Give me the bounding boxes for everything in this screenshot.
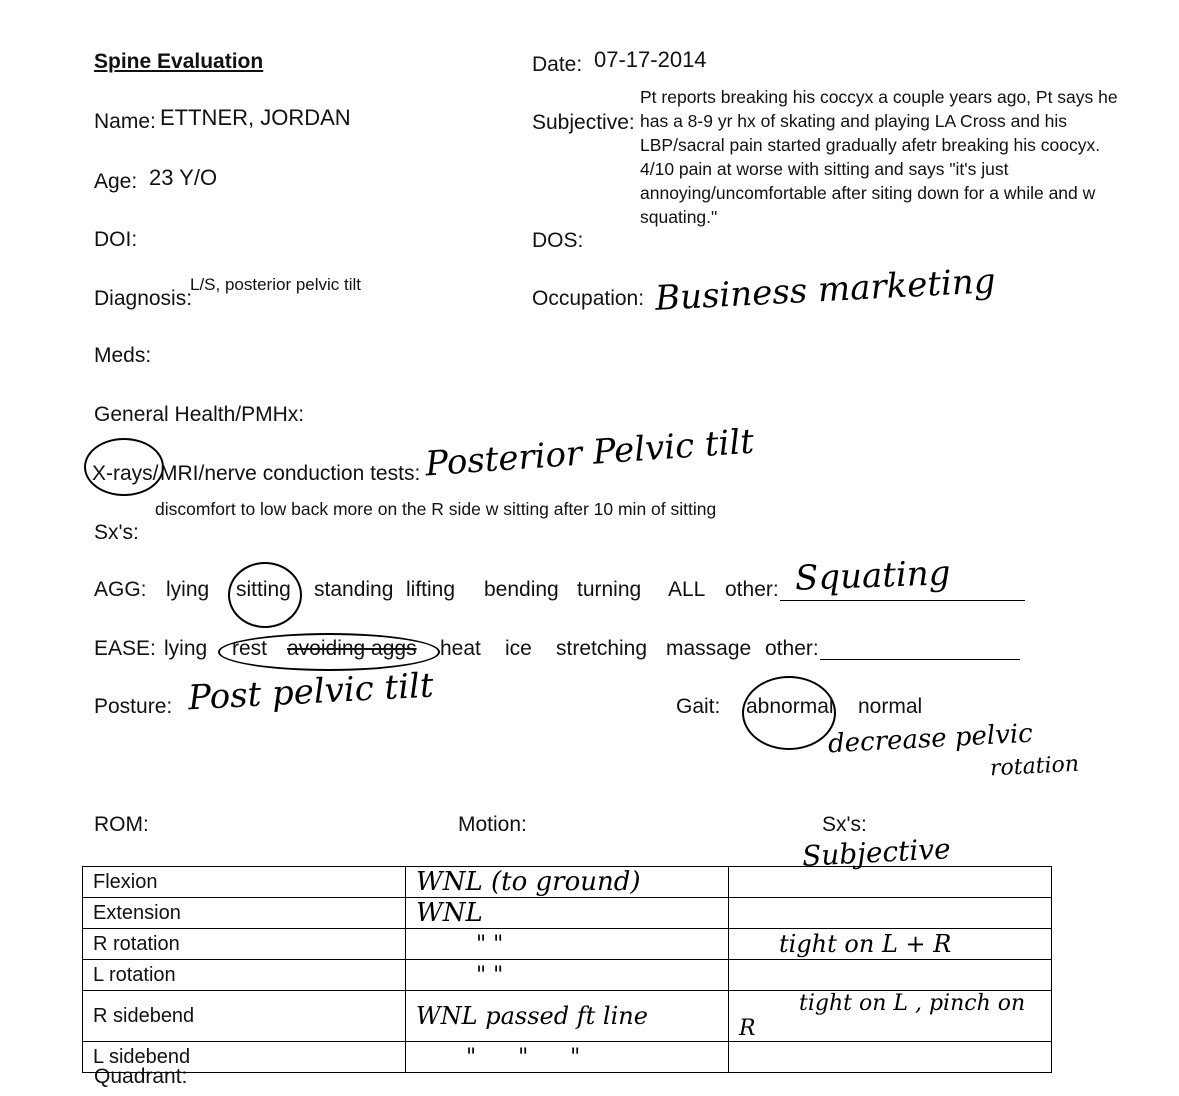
rom-motion-handwritten: " " xyxy=(476,962,504,988)
doi-label: DOI: xyxy=(94,228,138,251)
subjective-line: squating." xyxy=(640,207,718,227)
date-value: 07-17-2014 xyxy=(594,47,707,72)
agg-option-all[interactable]: ALL xyxy=(668,578,706,601)
gait-option-normal[interactable]: normal xyxy=(858,695,923,718)
rom-sx-handwritten-cell: tight on L , pinch on R xyxy=(739,991,1026,1041)
subjective-text xyxy=(640,85,1118,229)
subjective-line: 4/10 pain at worse with sitting and says "it's just xyxy=(640,159,1009,179)
ease-option-ice[interactable]: ice xyxy=(505,637,532,660)
table-row xyxy=(83,991,1052,1042)
ease-option-avoiding-aggs[interactable]: avoiding aggs xyxy=(287,637,417,660)
rom-motion-label: Motion: xyxy=(458,813,527,836)
rom-motion-handwritten: " " " xyxy=(466,1044,581,1070)
diagnosis-value: L/S, posterior pelvic tilt xyxy=(190,275,362,294)
xray-label: MRI/nerve conduction tests: xyxy=(160,462,421,485)
agg-option-sitting[interactable]: sitting xyxy=(236,578,291,601)
agg-other-line xyxy=(780,600,1025,601)
subjective-line: has a 8-9 yr hx of skating and playing LA Cross and his xyxy=(640,111,1068,131)
meds-label: Meds: xyxy=(94,344,152,367)
rom-table xyxy=(82,866,1052,1073)
rom-row-motion[interactable] xyxy=(406,1042,729,1073)
age-label: Age: xyxy=(94,170,138,193)
subjective-line: annoying/uncomfortable after siting down for a while and w xyxy=(640,183,1096,203)
rom-motion-handwritten: WNL passed ft line xyxy=(416,1002,648,1030)
sx-label: Sx's: xyxy=(94,521,139,544)
rom-label: ROM: xyxy=(94,813,149,836)
ease-option-rest[interactable]: rest xyxy=(232,637,268,660)
ease-label: EASE: xyxy=(94,637,156,660)
ease-option-massage[interactable]: massage xyxy=(666,637,752,660)
quadrant-label: Quadrant: xyxy=(94,1065,188,1088)
rom-row-motion[interactable] xyxy=(406,898,729,929)
rom-row-motion[interactable] xyxy=(406,929,729,960)
dos-label: DOS: xyxy=(532,229,584,252)
xray-handwritten: Posterior Pelvic tilt xyxy=(424,421,756,485)
gait-note-line1: decrease pelvic xyxy=(827,718,1034,760)
rom-row-motion[interactable] xyxy=(406,960,729,991)
general-health-label: General Health/PMHx: xyxy=(94,403,305,426)
subjective-line: LBP/sacral pain started gradually afetr breaking his coocyx. xyxy=(640,135,1101,155)
agg-option-bending[interactable]: bending xyxy=(484,578,559,601)
posture-label: Posture: xyxy=(94,695,173,718)
rom-row-name: R sidebend xyxy=(83,991,406,1042)
rom-sx-label: Sx's: xyxy=(822,813,867,836)
rom-row-sx[interactable] xyxy=(729,898,1052,929)
occupation-label: Occupation: xyxy=(532,287,645,310)
ease-option-lying[interactable]: lying xyxy=(164,637,208,660)
occupation-handwritten: Business marketing xyxy=(654,261,997,319)
xray-label-circled: X-rays/ xyxy=(92,462,159,485)
rom-row-sx[interactable] xyxy=(729,1042,1052,1073)
ease-other-line xyxy=(820,659,1020,660)
agg-other-label: other: xyxy=(725,578,779,601)
posture-handwritten: Post pelvic tilt xyxy=(187,665,435,719)
form-title: Spine Evaluation xyxy=(94,50,264,73)
rom-motion-handwritten: WNL (to ground) xyxy=(416,867,641,897)
table-row xyxy=(83,929,1052,960)
rom-row-name: Extension xyxy=(83,898,406,929)
table-row xyxy=(83,867,1052,898)
rom-sx-handwritten: Subjective xyxy=(801,832,952,873)
gait-note-line2: rotation xyxy=(989,751,1080,782)
rom-row-name: R rotation xyxy=(83,929,406,960)
table-row xyxy=(83,960,1052,991)
age-value: 23 Y/O xyxy=(149,165,218,190)
rom-row-name: Flexion xyxy=(83,867,406,898)
name-label: Name: xyxy=(94,110,156,133)
gait-label: Gait: xyxy=(676,695,721,718)
agg-other-handwritten: Squating xyxy=(794,553,952,599)
rom-row-name: L rotation xyxy=(83,960,406,991)
agg-option-turning[interactable]: turning xyxy=(577,578,642,601)
rom-row-motion[interactable] xyxy=(406,867,729,898)
rom-row-sx[interactable] xyxy=(729,991,1052,1042)
rom-row-motion[interactable] xyxy=(406,991,729,1042)
agg-option-standing[interactable]: standing xyxy=(314,578,394,601)
diagnosis-label: Diagnosis: xyxy=(94,287,193,310)
rom-row-sx[interactable] xyxy=(729,929,1052,960)
agg-label: AGG: xyxy=(94,578,147,601)
rom-sx-handwritten-cell: tight on L + R xyxy=(779,930,952,958)
table-row xyxy=(83,898,1052,929)
rom-motion-handwritten: WNL xyxy=(416,898,483,928)
rom-row-sx[interactable] xyxy=(729,960,1052,991)
table-row xyxy=(83,1042,1052,1073)
ease-other-label: other: xyxy=(765,637,819,660)
subjective-label: Subjective: xyxy=(532,111,635,134)
agg-option-lying[interactable]: lying xyxy=(166,578,210,601)
ease-option-heat[interactable]: heat xyxy=(440,637,481,660)
rom-row-name: L sidebend xyxy=(83,1042,406,1073)
gait-option-abnormal[interactable]: abnormal xyxy=(746,695,834,718)
name-value: ETTNER, JORDAN xyxy=(160,105,351,130)
rom-row-sx[interactable] xyxy=(729,867,1052,898)
agg-option-lifting[interactable]: lifting xyxy=(406,578,456,601)
ease-option-stretching[interactable]: stretching xyxy=(556,637,648,660)
sx-value: discomfort to low back more on the R side w sitting after 10 min of sitting xyxy=(155,499,717,519)
rom-motion-handwritten: " " xyxy=(476,931,504,957)
date-label: Date: xyxy=(532,53,583,76)
subjective-line: Pt reports breaking his coccyx a couple years ago, Pt says he xyxy=(640,87,1118,107)
